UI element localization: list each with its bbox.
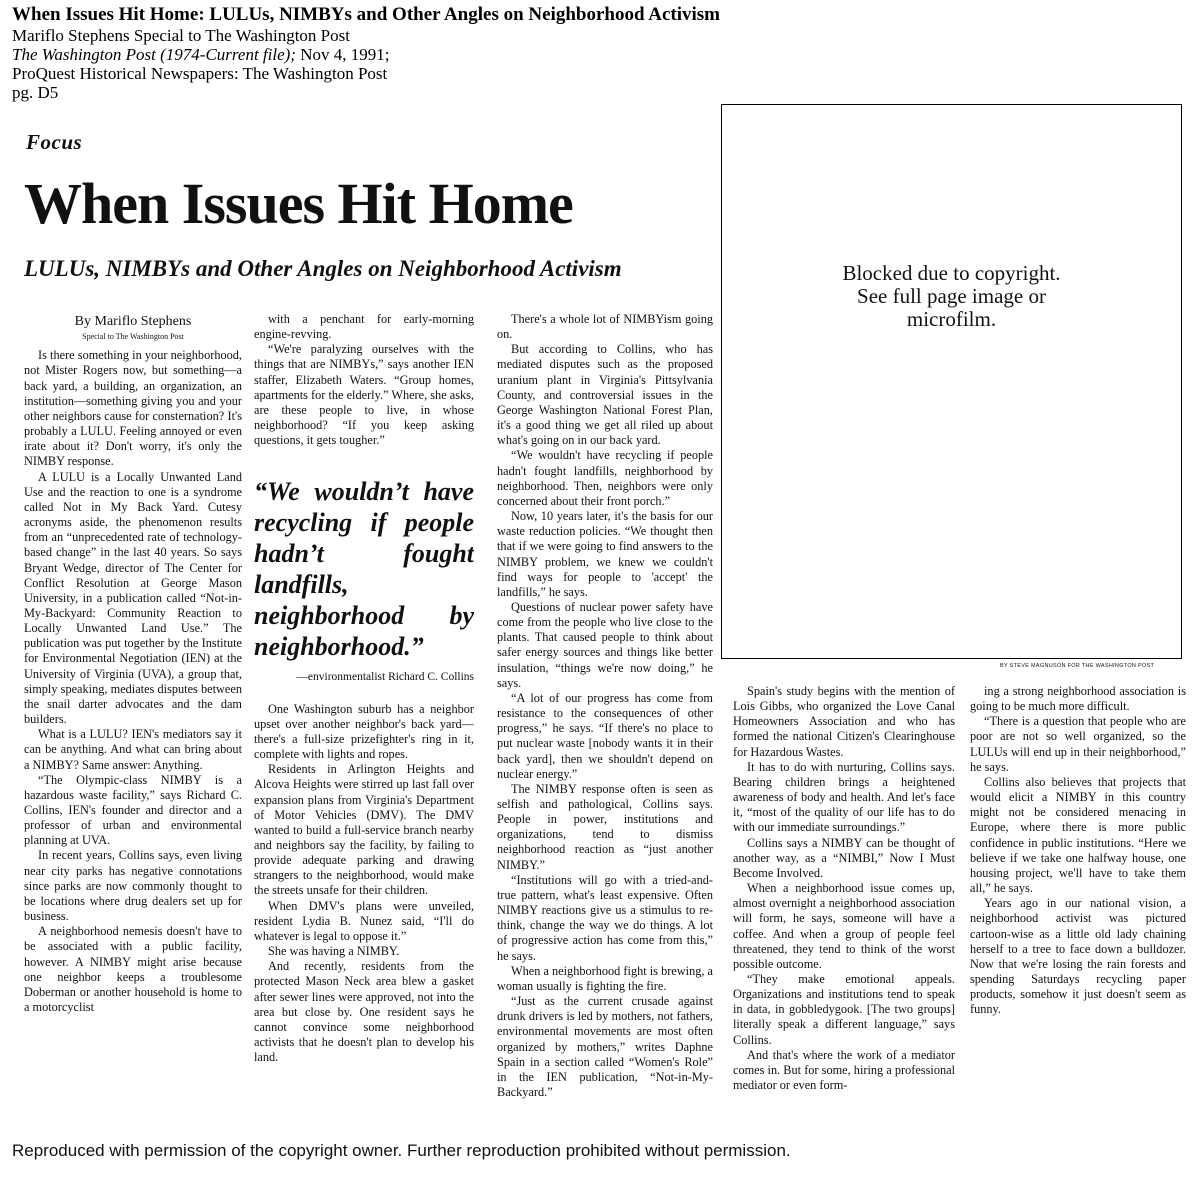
article-paragraph: Years ago in our national vision, a neighborhood activist was pictured cartoon-wise as a little old lady chaining herself to a tree to face down a bulldozer. Now that we're losing the rain forests and spending Saturdays recycling paper products, somehow it just doesn't seem as funny.: [970, 896, 1186, 1017]
headline: When Issues Hit Home: [24, 171, 573, 236]
byline-affiliation: Special to The Washington Post: [82, 332, 184, 342]
article-paragraph: The NIMBY response often is seen as selfish and pathological, Collins says. People in power, institutions and organizations, tend to dismiss neighborhood reaction as “just another NIMBY.”: [497, 781, 713, 872]
article-paragraph: A LULU is a Locally Unwanted Land Use and the reaction to one is a syndrome called Not in My Back Yard. Cutesy acronyms aside, the phenomenon results from an “unprecedented rate of technology-based change” in the last 40 years. So says Bryant Wedge, director of The Center for Conflict Resolution at George Mason University, in a publication called “Not-in-My-Backyard: Community Reaction to Locally Unwanted Land Use.” The publication was put together by the Institute for Environmental Negotiation (IEN) at the University of Virginia (UVA), a group that, simply speaking, mediates disputes between the snail darter advocates and the dam builders.: [24, 469, 242, 727]
subheadline: LULUs, NIMBYs and Other Angles on Neighborhood Activism: [24, 256, 622, 281]
article-paragraph: When a neighborhood fight is brewing, a woman usually is fighting the fire.: [497, 963, 713, 993]
blocked-notice-line-2: See full page image or: [857, 284, 1046, 308]
article-paragraph: But according to Collins, who has mediated disputes such as the proposed uranium plant in Virginia's Pittsylvania County, and controversial issues in the George Washington National Forest Plan, it's a good thing we get all riled up about what's going on in our back yard.: [497, 342, 713, 448]
section-label: Focus: [26, 130, 83, 154]
blocked-notice-line-3: microfilm.: [906, 307, 997, 331]
citation-page: pg. D5: [12, 83, 59, 102]
article-paragraph: “There is a question that people who are poor are not so well organized, so the LULUs will end up in their neighborhood,” he says.: [970, 714, 1186, 774]
copyright-footer: Reproduced with permission of the copyright owner. Further reproduction prohibited without permission.: [12, 1141, 791, 1160]
article-paragraph: Questions of nuclear power safety have come from the people who live close to the plants. That caused people to think about safer energy sources and things like better insulation, “things we're now doing,” he says.: [497, 599, 713, 690]
photo-credit: BY STEVE MAGNUSON FOR THE WASHINGTON POST: [1000, 663, 1155, 669]
article-paragraph: In recent years, Collins says, even living near city parks has negative connotations since parks are now commonly thought to be locations where drug dealers set up for business.: [24, 848, 242, 924]
citation-title: When Issues Hit Home: LULUs, NIMBYs and Other Angles on Neighborhood Activism: [12, 4, 721, 25]
byline: [24, 314, 242, 344]
article-paragraph: ing a strong neighborhood association is going to be much more difficult.: [970, 684, 1186, 714]
column-spacer: [254, 448, 474, 474]
article-paragraph: When a neighborhood issue comes up, almost overnight a neighborhood association will form, he says, someone will have a coffee. And when a group of people feel threatened, they tend to think of the worst possible outcome.: [733, 881, 955, 971]
article-paragraph: She was having a NIMBY.: [268, 944, 400, 959]
article-column-2: [254, 312, 474, 1134]
article-paragraph: It has to do with nurturing, Collins says. Bearing children brings a heightened awareness of body and health. And let's face it, “most of the quality of our life has to do with our immediate surroundings.”: [733, 759, 955, 835]
column-paragraphs: [733, 684, 955, 1093]
article-paragraph: And recently, residents from the protected Mason Neck area blew a gasket after sewer lines were approved, not into the area but close by. One resident says he cannot convince some neighborhood activists that he doesn't plan to develop his land.: [254, 959, 474, 1065]
blocked-notice-line-1: Blocked due to copyright.: [842, 261, 1061, 285]
citation-publication: The Washington Post (1974-Current file);: [12, 45, 296, 64]
article-paragraph: “They make emotional appeals. Organizations and institutions tend to speak in data, in gobbledygook. [The two groups] literally speak a different language,” says Collins.: [733, 971, 955, 1047]
column-paragraphs: [497, 312, 713, 1100]
citation-database: ProQuest Historical Newspapers: The Washington Post: [12, 64, 388, 83]
article-paragraph: “A lot of our progress has come from resistance to the consequences of other progress,” he says. “If there's no place to put nuclear waste [nobody wants it in their back yard], then we shouldn't depend on nuclear energy.”: [497, 690, 713, 781]
article-column-5: [970, 684, 1186, 1134]
pull-quote: [254, 476, 474, 685]
pull-quote-attribution: —environmentalist Richard C. Collins: [296, 671, 474, 684]
article-paragraph: Collins also believes that projects that would elicit a NIMBY in this country might not be considered menacing in Europe, where there is more public confidence in public institutions. “Here we believe if we take one halfway house, one housing project, we'll have to take them all,” he says.: [970, 774, 1186, 896]
article-paragraph: Is there something in your neighborhood, not Mister Rogers now, but something—a back yard, a building, an organization, an institution—something giving you and your other neighbors cause for consternation? It's probably a LULU. Feeling annoyed or even irate about it? Don't worry, it's only the NIMBY response.: [24, 348, 242, 469]
article-paragraph: Spain's study begins with the mention of Lois Gibbs, who organized the Love Canal Homeowners Association and who has formed the national Citizen's Clearinghouse for Hazardous Wastes.: [733, 684, 955, 759]
column-paragraphs: [254, 312, 474, 448]
citation-author: Mariflo Stephens Special to The Washington Post: [12, 26, 350, 45]
column-paragraphs: [254, 702, 474, 1066]
article-paragraph: “Institutions will go with a tried-and-true pattern, what's least expensive. Often NIMBY reactions give us a stimulus to re-think, change the way we do things. A lot of progressive action has come from this,” he says.: [497, 872, 713, 963]
citation-block: [12, 4, 720, 102]
article-paragraph: When DMV's plans were unveiled, resident Lydia B. Nunez said, “I'll do whatever is legal to oppose it.”: [254, 898, 474, 943]
article-paragraph: Now, 10 years later, it's the basis for our waste reduction policies. “We thought then that if we were going to find answers to the NIMBY problem, we knew we couldn't find ways for people to 'accept' the landfills,” he says.: [497, 509, 713, 599]
citation-publication-line: [12, 45, 720, 64]
article-column-4: [733, 684, 955, 1134]
article-paragraph: And that's where the work of a mediator comes in. But for some, hiring a professional mediator or even form-: [733, 1047, 955, 1093]
blocked-image-placeholder: [721, 104, 1182, 659]
article-paragraph: Residents in Arlington Heights and Alcova Heights were stirred up last fall over expansion plans from Virginia's Department of Motor Vehicles (DMV). The DMV wanted to build a full-service branch nearby and neighbors say the facility, by failing to provide adequate parking and drawing strangers to the neighborhood, would make the streets unsafe for their children.: [254, 762, 474, 898]
column-paragraphs: [24, 348, 242, 1015]
blocked-notice: [842, 262, 1060, 331]
byline-author: By Mariflo Stephens: [74, 314, 192, 329]
pull-quote-text: “We wouldn’t have recycling if people hadn’t fought landfills, neighborhood by neighborhood.”: [254, 477, 474, 662]
article-paragraph: with a penchant for early-morning engine-revving.: [254, 312, 474, 342]
article-column-1: [24, 314, 242, 1134]
article-paragraph: There's a whole lot of NIMBYism going on.: [497, 312, 713, 342]
citation-date: Nov 4, 1991;: [295, 45, 390, 64]
article-paragraph: “We're paralyzing ourselves with the things that are NIMBYs,” says another IEN staffer, Elizabeth Waters. “Group homes, apartments for the elderly.” Where, she asks, are these people to live, in whose neighborhood? “If you keep asking questions, it gets tougher.”: [254, 342, 474, 448]
article-column-3: [497, 312, 713, 1134]
article-paragraph: “We wouldn't have recycling if people hadn't fought landfills, neighborhood by neighborhood. Then, neighbors were only concerned about their front porch.”: [497, 448, 713, 508]
article-paragraph: What is a LULU? IEN's mediators say it can be anything. And what can bring about a NIMBY? Same answer: Anything.: [24, 727, 242, 772]
article-paragraph: One Washington suburb has a neighbor upset over another neighbor's back yard—there's a full-size prizefighter's ring in it, complete with lights and ropes.: [254, 701, 474, 762]
article-paragraph: A neighborhood nemesis doesn't have to be associated with a public facility, however. A NIMBY might arise because one neighbor keeps a troublesome Doberman or another household is home to a motorcyclist: [24, 924, 242, 1015]
article-paragraph: “The Olympic-class NIMBY is a hazardous waste facility,” says Richard C. Collins, IEN's founder and director and a professor of urban and environmental planning at UVA.: [24, 772, 242, 848]
article-paragraph: “Just as the current crusade against drunk drivers is led by mothers, not fathers, environmental movements are most often organized by mothers,” writes Daphne Spain in a section called “Women's Role” in the IEN publication, “Not-in-My-Backyard.”: [497, 994, 713, 1099]
column-paragraphs: [970, 684, 1186, 1017]
article-paragraph: Collins says a NIMBY can be thought of another way, as a “NIMBI,” Now I Must Become Involved.: [733, 835, 955, 880]
